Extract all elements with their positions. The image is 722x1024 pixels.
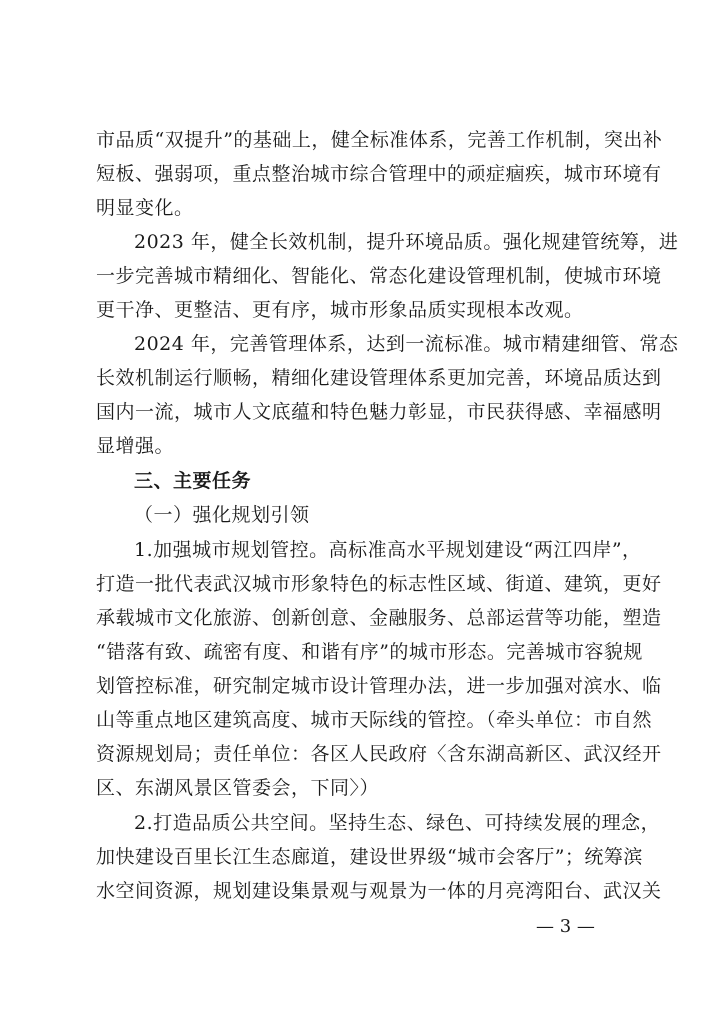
body-line-10: 显增强。: [96, 435, 175, 457]
body-line-14: 打造一批代表武汉城市形象特色的标志性区域、街道、建筑，更好: [96, 573, 662, 595]
body-line-22: 加快建设百里长江生态廊道，建设世界级“城市会客厅”；统筹滨: [96, 846, 643, 868]
section-heading: 三、主要任务: [134, 470, 252, 492]
body-line-6: 更干净、更整洁、更有序，城市形象品质实现根本改观。: [96, 299, 584, 321]
body-line-8: 长效机制运行顺畅，精细化建设管理体系更加完善，环境品质达到: [96, 367, 662, 389]
body-line-19: 资源规划局；责任单位：各区人民政府〈含东湖高新区、武汉经开: [96, 743, 662, 765]
body-line-23: 水空间资源，规划建设集景观与观景为一体的月亮湾阳台、武汉关: [96, 880, 662, 902]
body-line-2: 短板、强弱项，重点整治城市综合管理中的顽症痼疾，城市环境有: [96, 163, 662, 185]
body-line-5: 一步完善城市精细化、智能化、常态化建设管理机制，使城市环境: [96, 265, 662, 287]
body-line-21: 2.打造品质公共空间。坚持生态、绿色、可持续发展的理念，: [134, 812, 661, 834]
page-number: — 3 —: [536, 916, 595, 937]
body-line-16: “错落有致、疏密有度、和谐有序”的城市形态。完善城市容貌规: [96, 641, 643, 663]
body-line-7: 2024 年，完善管理体系，达到一流标准。城市精建细管、常态: [134, 333, 679, 355]
body-line-9: 国内一流，城市人文底蕴和特色魅力彰显，市民获得感、幸福感明: [96, 401, 662, 423]
body-line-4: 2023 年，健全长效机制，提升环境品质。强化规建管统筹，进: [134, 231, 679, 253]
body-line-3: 明显变化。: [96, 197, 194, 219]
subsection-heading: （一）强化规划引领: [134, 504, 310, 526]
body-line-15: 承载城市文化旅游、创新创意、金融服务、总部运营等功能，塑造: [96, 607, 662, 629]
body-line-20: 区、东湖风景区管委会，下同〉）: [96, 777, 380, 799]
body-line-18: 山等重点地区建筑高度、城市天际线的管控。（牵头单位：市自然: [96, 709, 653, 731]
body-line-13: 1.加强城市规划管控。高标准高水平规划建设“两江四岸”，: [134, 539, 642, 561]
body-line-1: 市品质“双提升”的基础上，健全标准体系，完善工作机制，突出补: [96, 129, 663, 151]
body-line-17: 划管控标准，研究制定城市设计管理办法，进一步加强对滨水、临: [96, 675, 662, 697]
